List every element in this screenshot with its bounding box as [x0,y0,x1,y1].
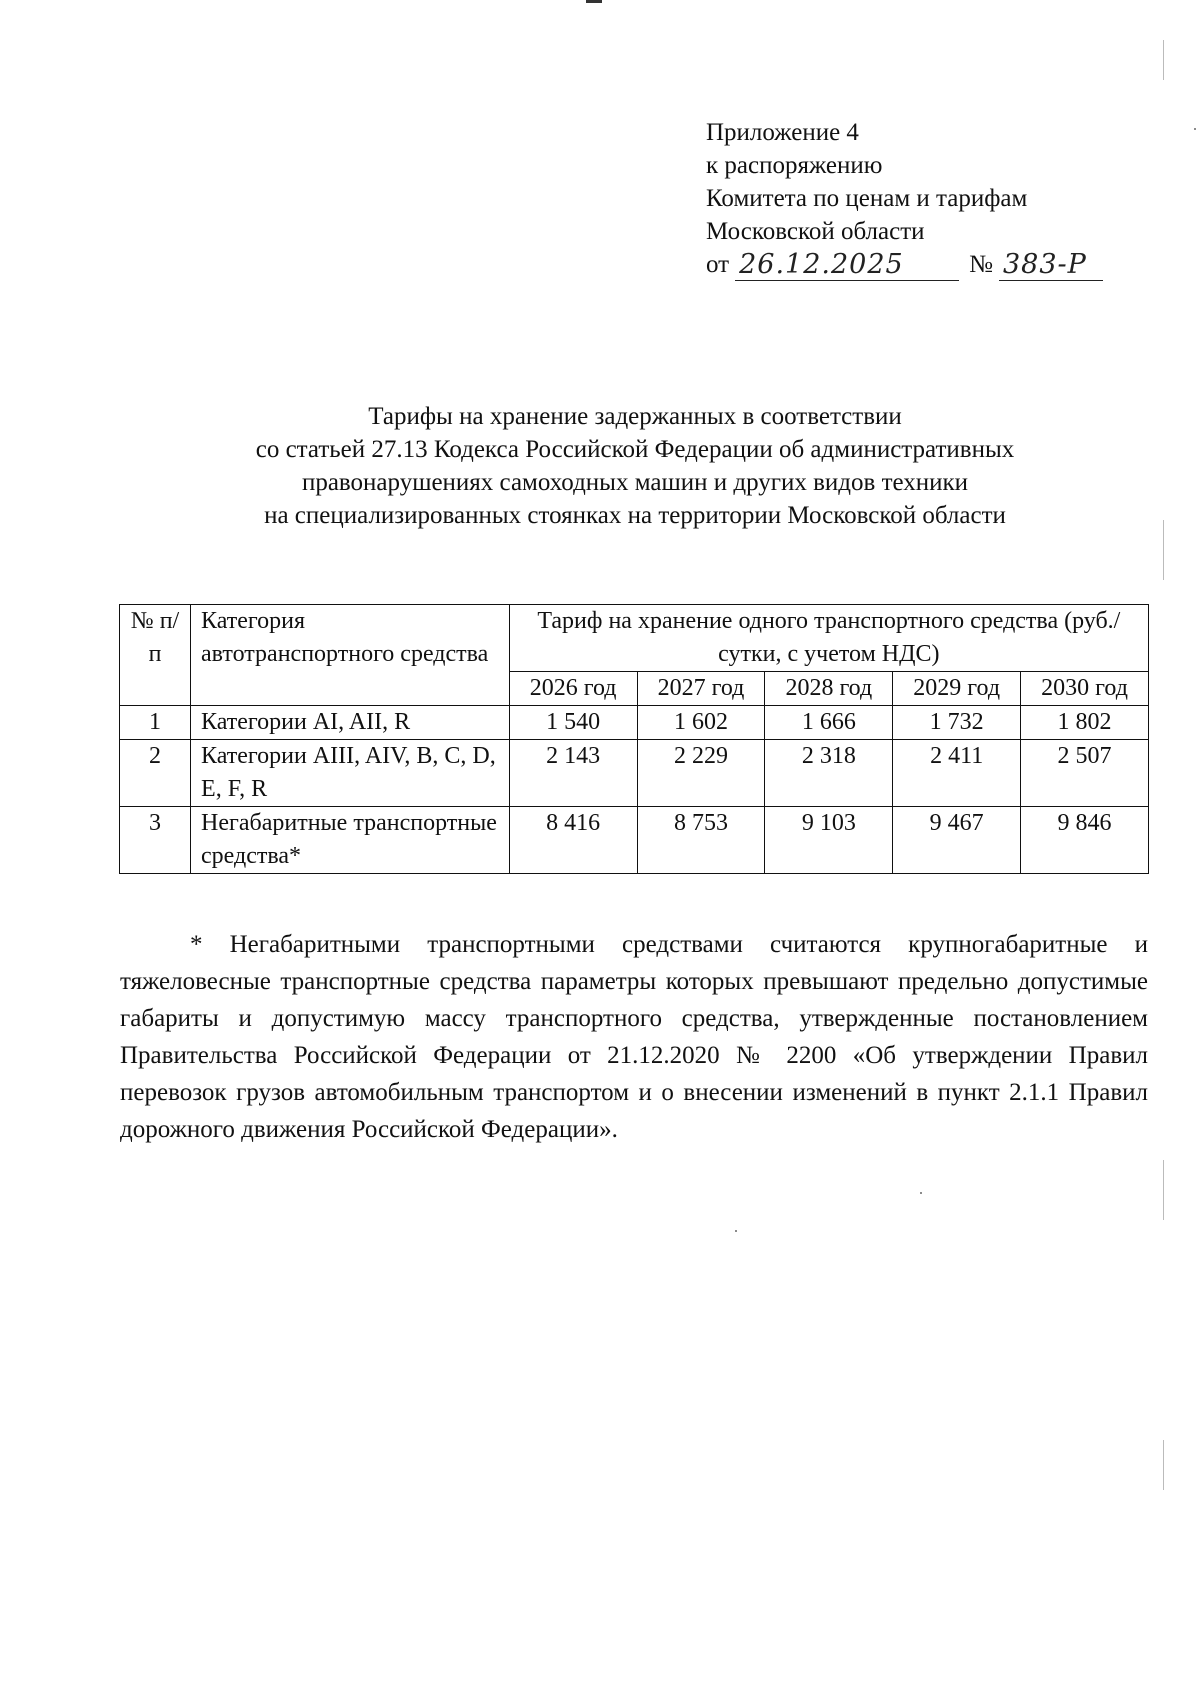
cell-row-number: 2 [120,740,191,807]
title-line: со статьей 27.13 Кодекса Российской Федерации об административных [255,436,1015,463]
header-year: 2027 год [637,672,765,706]
scan-edge-line [1163,1160,1164,1220]
scan-edge-line [1163,40,1164,80]
cell-tariff: 2 229 [637,740,765,807]
header-year: 2029 год [893,672,1021,706]
cell-row-number: 1 [120,706,191,740]
scan-edge-line [1163,1440,1164,1490]
table-row [120,740,1149,807]
date-prefix: от [706,251,730,278]
scan-speck [1194,128,1196,130]
cell-category: Категории AI, AII, R [191,706,510,740]
header-year: 2028 год [765,672,893,706]
order-date-number-row [706,248,1166,281]
cell-category: Категории AIII, AIV, B, C, D, E, F, R [191,740,510,807]
scan-speck [920,1192,922,1194]
cell-tariff: 1 666 [765,706,893,740]
document-title [120,400,1150,532]
cell-tariff: 2 143 [509,740,637,807]
tariff-table [119,604,1149,874]
appendix-line: Комитета по ценам и тарифам [706,185,1028,212]
handwritten-number: 383-Р [999,250,1103,281]
footnote: * Негабаритными транспортными средствами считаются крупногабаритные и тяжеловесные транспортные средства параметры которых превышают предельно допустимые габариты и допустимую массу транспортного средства, утвержденные постановлением Правительства Российской Федерации от 21.12.2020 № 2200 «Об утверждении Правил перевозок грузов автомобильным транспортом и о внесении изменений в пункт 2.1.1 Правил дорожного движения Российской Федерации». [120,931,1148,1143]
cell-tariff: 9 103 [765,807,893,874]
table-header-row [120,605,1149,672]
cell-tariff: 2 318 [765,740,893,807]
title-line: на специализированных стоянках на территории Московской области [264,502,1006,529]
cell-tariff: 1 732 [893,706,1021,740]
cell-tariff: 1 802 [1021,706,1149,740]
cell-tariff: 2 411 [893,740,1021,807]
title-line: Тарифы на хранение задержанных в соответствии [368,403,902,430]
table-row [120,706,1149,740]
number-prefix: № [969,251,993,278]
scan-speck [735,1230,737,1232]
appendix-line: к распоряжению [706,152,883,179]
cell-category: Негабаритные транспортные средства* [191,807,510,874]
cell-tariff: 8 753 [637,807,765,874]
header-year: 2030 год [1021,672,1149,706]
title-line: правонарушениях самоходных машин и других видов техники [301,469,969,496]
header-category: Категория автотранспортного средства [191,605,510,706]
cell-tariff: 9 467 [893,807,1021,874]
appendix-line: Московской области [706,218,925,245]
cell-tariff: 1 602 [637,706,765,740]
table-row [120,807,1149,874]
cell-tariff: 8 416 [509,807,637,874]
cell-tariff: 2 507 [1021,740,1149,807]
cell-tariff: 1 540 [509,706,637,740]
header-year: 2026 год [509,672,637,706]
header-row-number: № п/п [120,605,191,706]
cell-row-number: 3 [120,807,191,874]
appendix-header [706,116,1166,281]
header-tariff: Тариф на хранение одного транспортного средства (руб./сутки, с учетом НДС) [509,605,1148,672]
scan-mark [586,0,602,3]
scan-edge-line [1163,520,1164,580]
cell-tariff: 9 846 [1021,807,1149,874]
handwritten-date: 26.12.2025 [735,250,959,281]
appendix-line: Приложение 4 [706,119,859,146]
